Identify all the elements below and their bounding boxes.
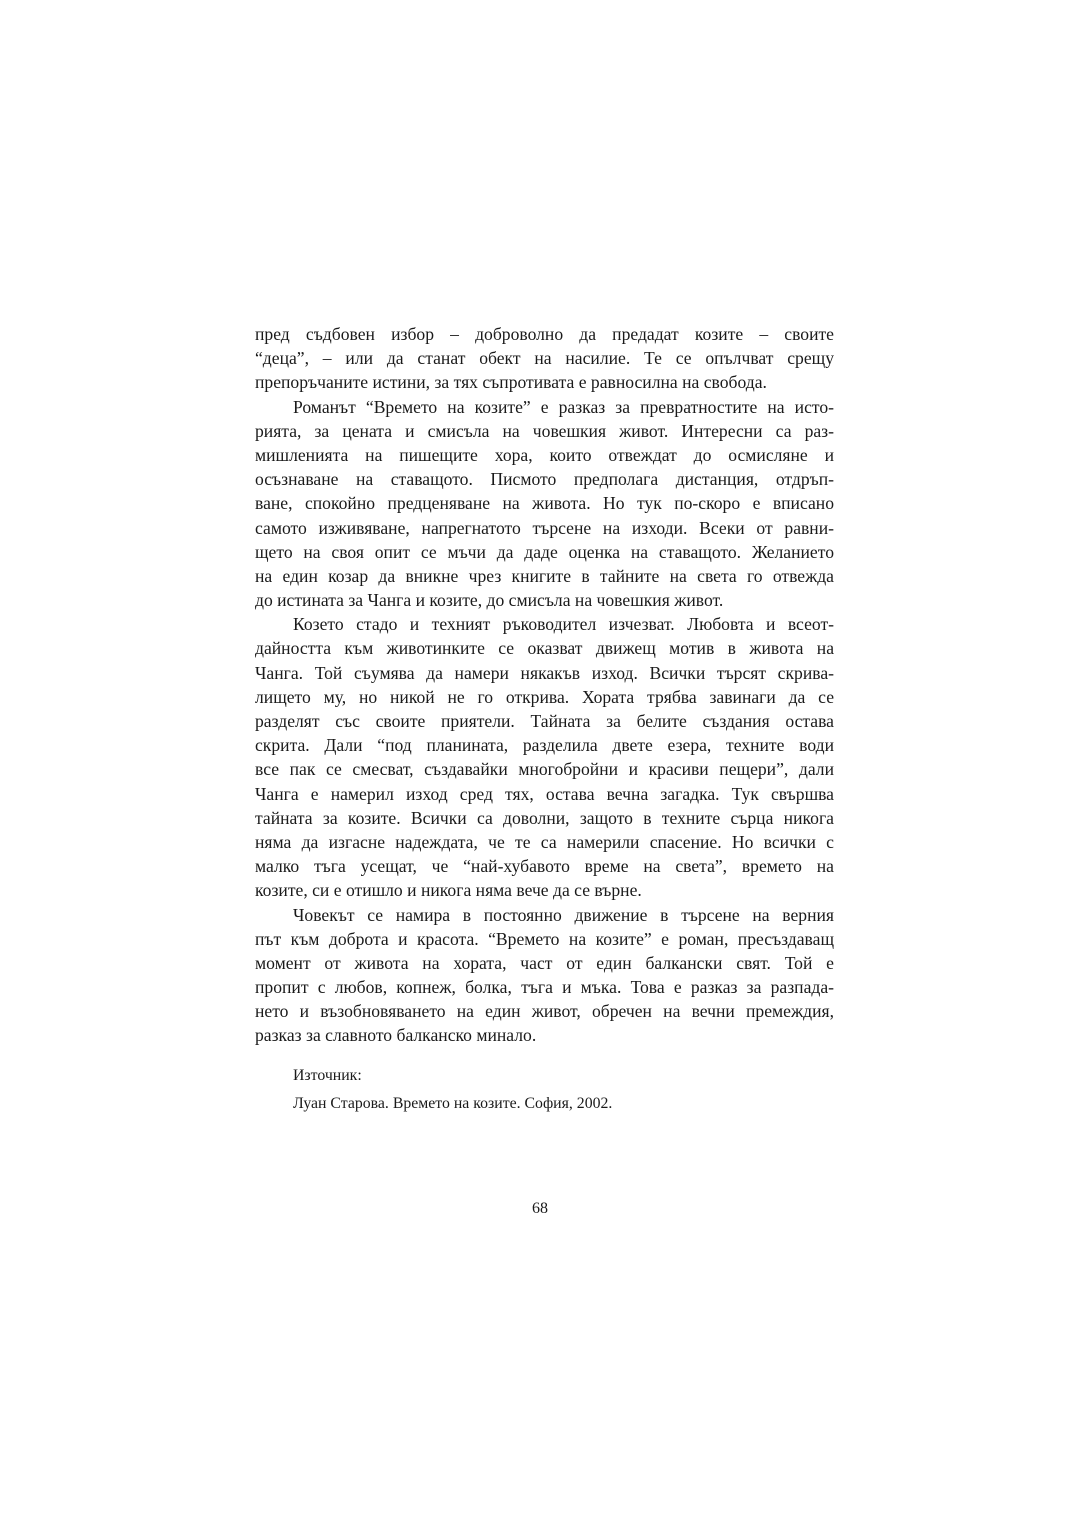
text-line: тайната за козите. Всички са доволни, защото в техните сърца никога <box>255 807 834 828</box>
text-line: пред съдбовен избор – доброволно да предадат козите – своите <box>255 324 834 344</box>
source-label: Източник: <box>293 1067 362 1084</box>
text-line: Чанга. Той съумява да намери някакъв изход. Всички търсят скрива- <box>255 662 834 683</box>
source-block <box>293 1062 612 1118</box>
text-line: момент от живота на хората, част от един балкански свят. Той е <box>255 952 834 973</box>
text-line: самото изживяване, напрегнатото търсене на изходи. Всеки от равни- <box>255 517 834 538</box>
text-line: малко тъга усещат, че “най-хубавото време на света”, времето на <box>255 856 834 877</box>
text-line: Романът “Времето на козите” е разказ за превратностите на исто- <box>293 396 834 417</box>
text-line: осъзнаване на ставащото. Писмото предполага дистанция, отдръп- <box>255 469 834 490</box>
text-line: козите, си е отишло и никога няма вече да се върне. <box>255 880 642 901</box>
text-line: все пак се смесват, създавайки многобройни и красиви пещери”, дали <box>255 759 834 780</box>
text-line: Човекът се намира в постоянно движение в търсене на верния <box>293 904 834 925</box>
text-line: до истината за Чанга и козите, до смисъла на човешкия живот. <box>255 590 724 611</box>
source-citation: Луан Старова. Времето на козите. София, 2002. <box>293 1095 613 1112</box>
text-line: на един козар да вникне чрез книгите в тайните на света го отвежда <box>255 565 834 586</box>
text-line: “деца”, – или да станат обект на насилие. Те се опълчват срещу <box>255 348 834 369</box>
text-line: рията, за цената и смисъла на човешкия живот. Интересни са раз- <box>255 420 834 441</box>
text-line: разказ за славното балканско минало. <box>255 1025 537 1046</box>
body-text <box>255 322 834 1048</box>
text-line: пропит с любов, копнеж, болка, тъга и мъка. Това е разказ за разпада- <box>255 977 834 998</box>
text-line: Козето стадо и техният ръководител изчезват. Любовта и всеот- <box>293 614 834 635</box>
text-line: препоръчаните истини, за тях съпротивата е равносилна на свобода. <box>255 372 767 393</box>
text-line: ване, спокойно предценяване на живота. Но тук по-скоро е вписано <box>255 493 834 514</box>
text-line: нето и възобновяването на един живот, обречен на вечни премеждия, <box>255 1001 834 1022</box>
text-line: лището му, но никой не го открива. Хората трябва завинаги да се <box>255 686 834 707</box>
text-line: път към доброта и красота. “Времето на козите” е роман, пресъздаващ <box>255 928 834 949</box>
text-line: Чанга е намерил изход сред тях, остава вечна загадка. Тук свършва <box>255 783 834 804</box>
page-number: 68 <box>532 1200 548 1217</box>
text-line: мишленията на пишещите хора, които отвеждат до осмисляне и <box>255 444 834 465</box>
text-line: щето на своя опит се мъчи да даде оценка на ставащото. Желанието <box>255 541 834 562</box>
text-line: няма да изгасне надеждата, че те са намерили спасение. Но всички с <box>255 831 834 852</box>
text-line: дайността към животинките се оказват движещ мотив в живота на <box>255 638 834 659</box>
text-line: скрита. Дали “под планината, разделила двете езера, техните води <box>255 735 834 756</box>
text-line: разделят със своите приятели. Тайната за белите създания остава <box>255 711 834 731</box>
